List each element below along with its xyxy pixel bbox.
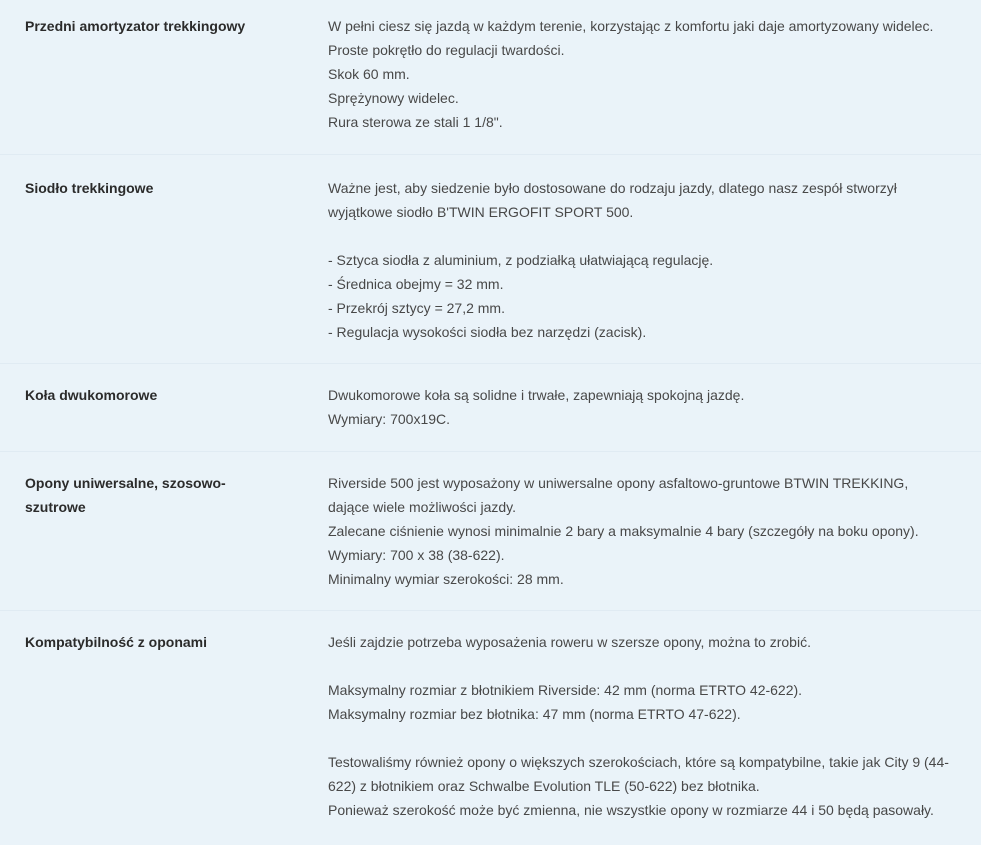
spec-line: Riverside 500 jest wyposażony w uniwersalne opony asfaltowo-gruntowe BTWIN TREKKING, dające wiele możliwości jazdy. — [328, 475, 909, 515]
spec-row-saddle — [0, 155, 981, 364]
spec-line: W pełni ciesz się jazdą w każdym terenie, korzystając z komfortu jaki daje amortyzowany widelec. — [328, 18, 934, 34]
spec-line: Wymiary: 700 x 38 (38-622). — [328, 547, 505, 563]
spec-line: Wymiary: 700x19C. — [328, 411, 451, 427]
spec-row-tire-compatibility — [0, 611, 981, 822]
spec-line: - Regulacja wysokości siodła bez narzędzi (zacisk). — [328, 324, 647, 340]
spec-line: - Średnica obejmy = 32 mm. — [328, 276, 504, 292]
spec-line: Proste pokrętło do regulacji twardości. — [328, 42, 565, 58]
spec-value — [303, 383, 981, 431]
spec-line: - Sztyca siodła z aluminium, z podziałką ułatwiającą regulację. — [328, 252, 714, 268]
spec-row-wheels — [0, 364, 981, 452]
spec-row-tires — [0, 452, 981, 611]
spec-line: Maksymalny rozmiar z błotnikiem Riverside: 42 mm (norma ETRTO 42-622). — [328, 682, 803, 698]
spec-line: Ważne jest, aby siedzenie było dostosowane do rodzaju jazdy, dlatego nasz zespół stworzył wyjątkowe siodło B'TWIN ERGOFIT SPORT 500. — [328, 180, 897, 220]
spec-line: Sprężynowy widelec. — [328, 90, 459, 106]
spec-label: Koła dwukomorowe — [25, 387, 158, 403]
spec-row-front-suspension — [0, 9, 981, 155]
spec-line-blank — [328, 224, 951, 248]
spec-value — [303, 176, 981, 344]
spec-line: Testowaliśmy również opony o większych szerokościach, które są kompatybilne, takie jak City 9 (44-622) z błotnikiem oraz Schwalbe Evolution TLE (50-622) bez błotnika. — [328, 754, 949, 794]
spec-line-blank — [328, 654, 951, 678]
spec-label: Przedni amortyzator trekkingowy — [25, 18, 246, 34]
spec-label: Siodło trekkingowe — [25, 180, 154, 196]
spec-line: Zalecane ciśnienie wynosi minimalnie 2 bary a maksymalnie 4 bary (szczegóły na boku opony). — [328, 523, 919, 539]
spec-line: Maksymalny rozmiar bez błotnika: 47 mm (norma ETRTO 47-622). — [328, 706, 741, 722]
spec-label: Kompatybilność z oponami — [25, 634, 208, 650]
spec-line: Rura sterowa ze stali 1 1/8". — [328, 114, 503, 130]
spec-label: Opony uniwersalne, szosowo-szutrowe — [25, 475, 226, 515]
spec-line: - Przekrój sztycy = 27,2 mm. — [328, 300, 505, 316]
spec-line: Ponieważ szerokość może być zmienna, nie wszystkie opony w rozmiarze 44 i 50 będą pasowały. — [328, 802, 934, 818]
spec-line: Dwukomorowe koła są solidne i trwałe, zapewniają spokojną jazdę. — [328, 387, 745, 403]
spec-value — [303, 630, 981, 822]
spec-line: Jeśli zajdzie potrzeba wyposażenia roweru w szersze opony, można to zrobić. — [328, 634, 811, 650]
spec-line: Skok 60 mm. — [328, 66, 410, 82]
spec-line-blank — [328, 726, 951, 750]
spec-value — [303, 471, 981, 591]
spec-line: Minimalny wymiar szerokości: 28 mm. — [328, 571, 564, 587]
spec-value — [303, 14, 981, 134]
